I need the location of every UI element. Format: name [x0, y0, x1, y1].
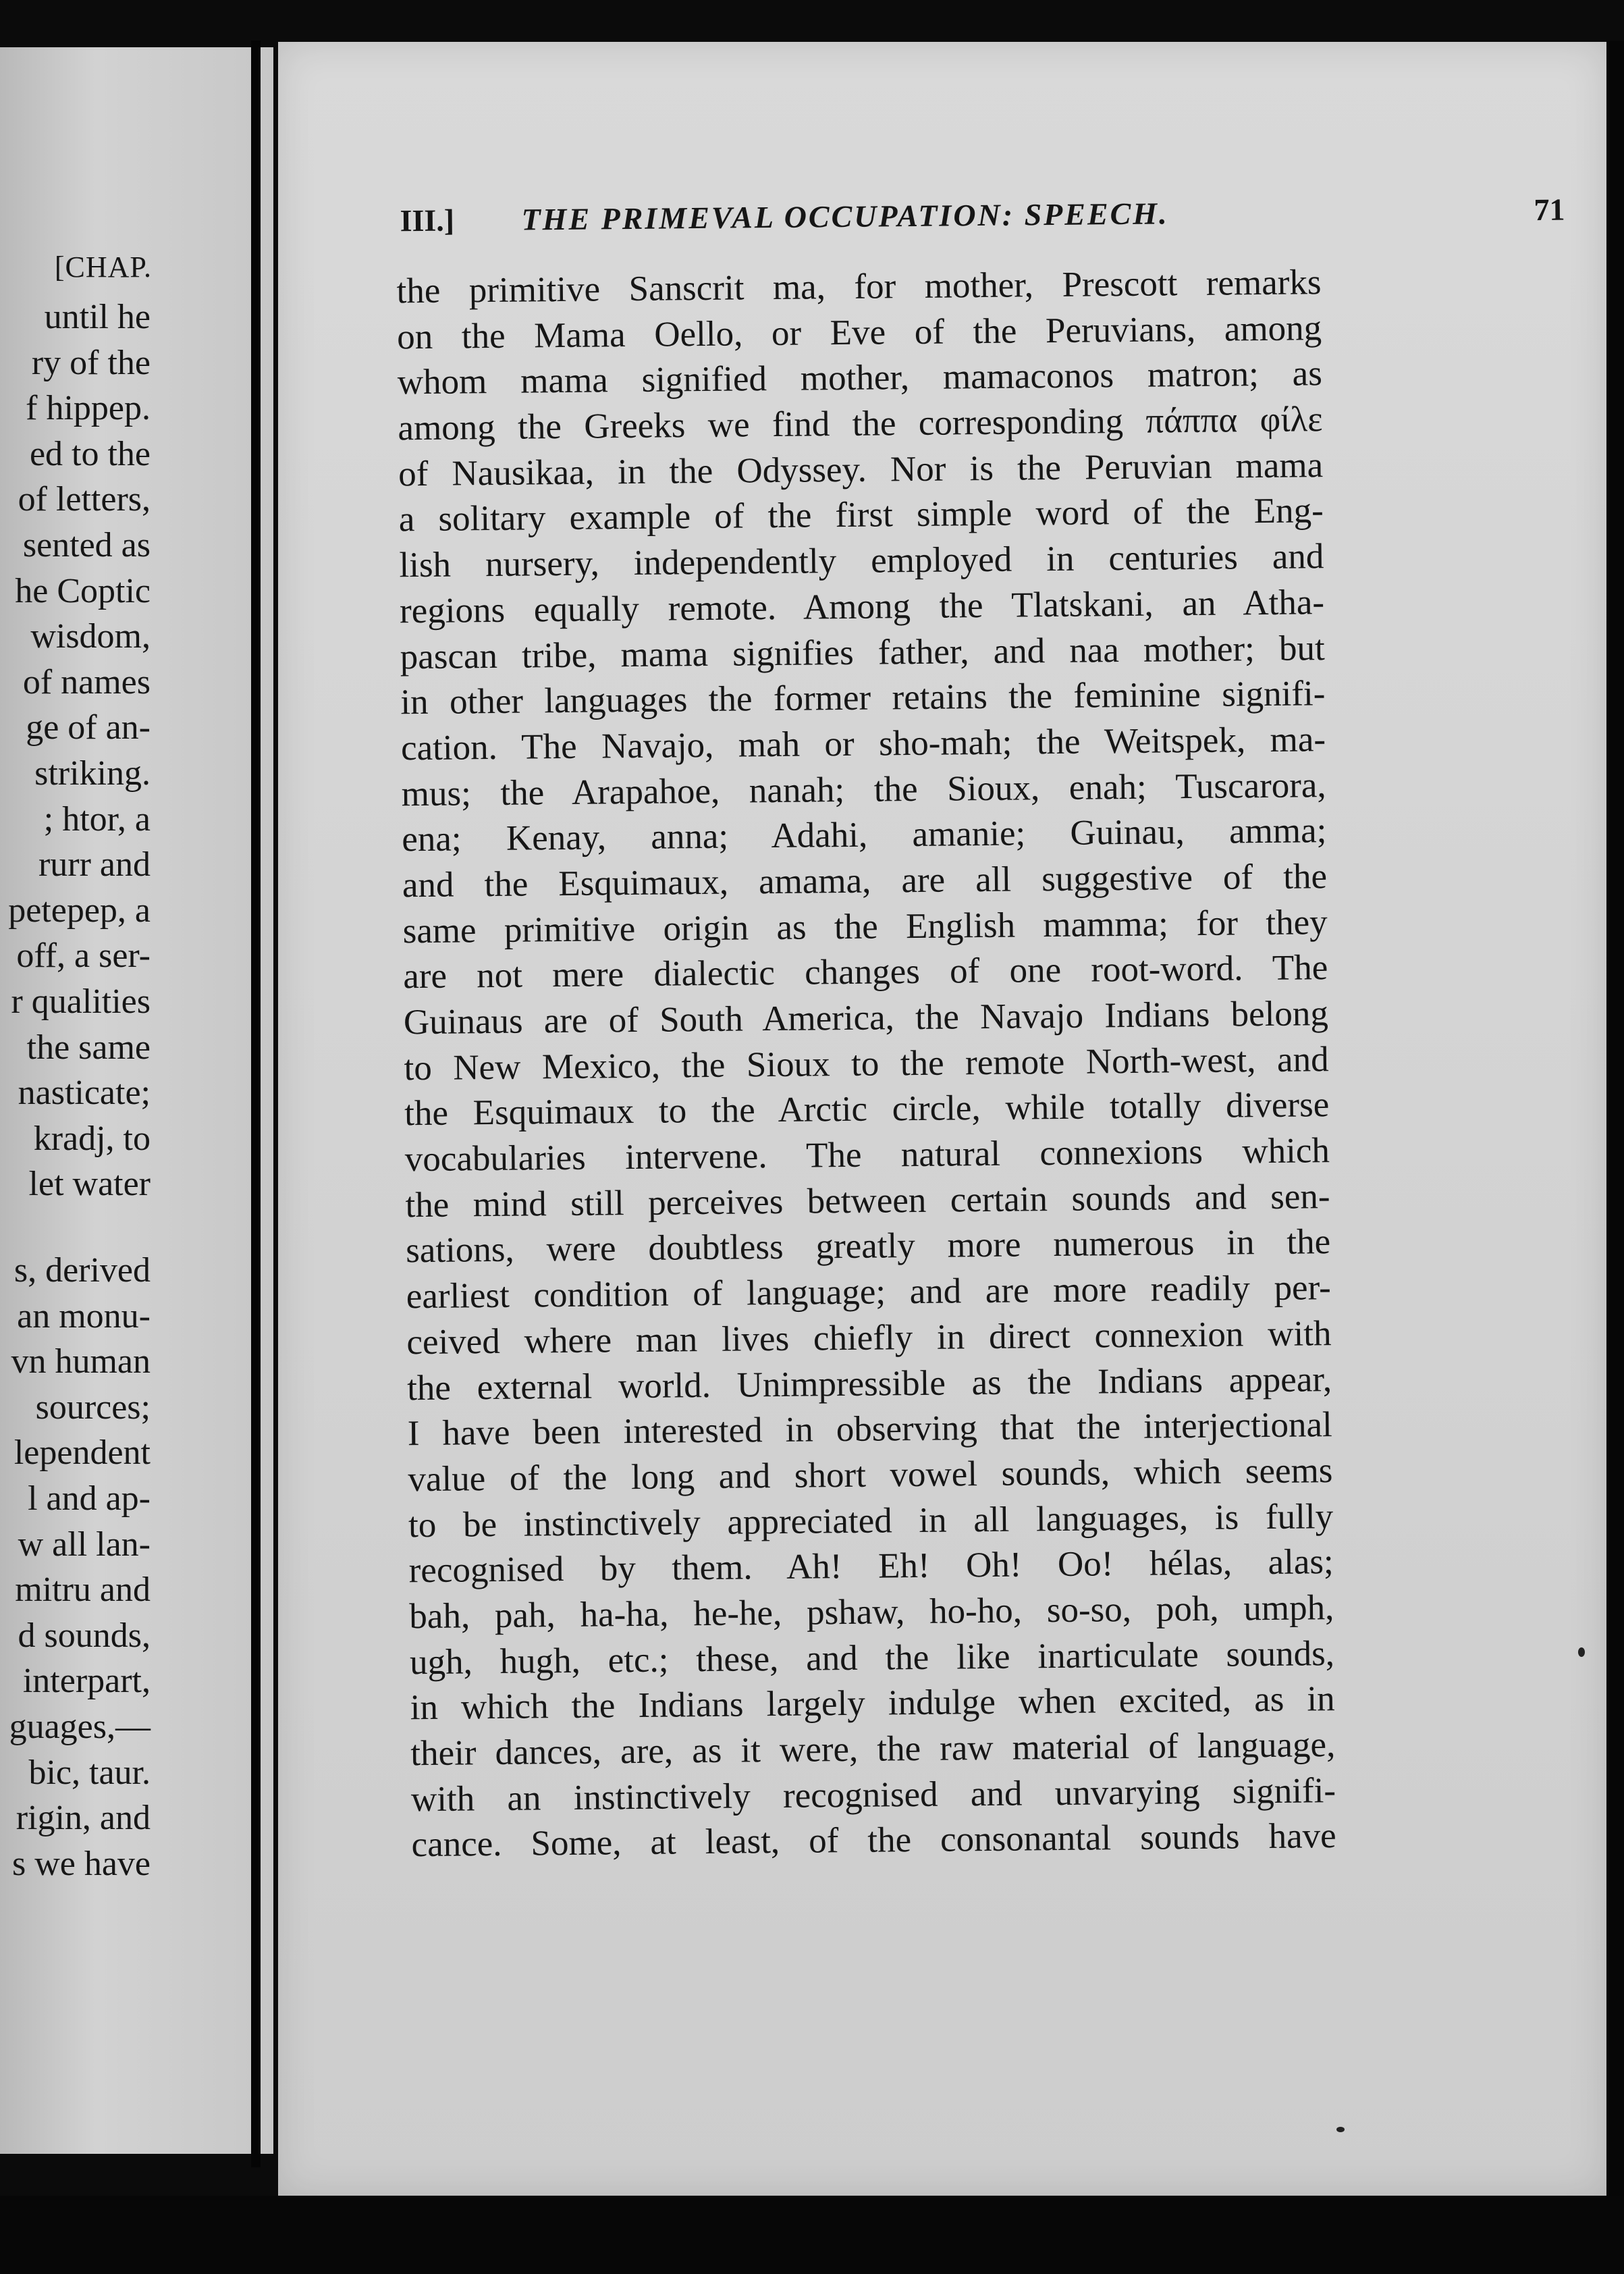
text-line: the mind still perceives between certain sounds and sen-	[405, 1176, 1330, 1225]
text-line: lish nursery, independently employed in centuries and	[399, 537, 1324, 585]
text-line: in other languages the former retains the feminine signifi-	[400, 674, 1326, 722]
text-line: to New Mexico, the Sioux to the remote North-west, and	[404, 1039, 1329, 1088]
left-page-line: of letters,	[18, 480, 151, 519]
left-page-line: let water	[28, 1165, 151, 1204]
left-page-line: an monu-	[17, 1296, 151, 1336]
text-line: pascan tribe, mama signifies father, and naa mother; but	[400, 628, 1325, 677]
left-page-line: nasticate;	[18, 1074, 151, 1113]
ink-speck	[1578, 1647, 1585, 1657]
left-page-line: r qualities	[11, 982, 151, 1021]
left-page-line: ed to the	[29, 434, 151, 473]
left-page-line: bic, taur.	[28, 1753, 151, 1792]
text-line: cance. Some, at least, of the consonantal sounds have	[411, 1816, 1336, 1865]
left-page-line: sources;	[35, 1387, 151, 1427]
left-page-line: vn human	[11, 1342, 151, 1381]
left-page-line: f hippep.	[26, 389, 151, 428]
left-page-line: lependent	[13, 1433, 151, 1473]
left-facing-page	[0, 47, 273, 2154]
text-line: with an instinctively recognised and unvarying signifi-	[410, 1770, 1336, 1819]
left-page-line: l and ap-	[28, 1479, 151, 1518]
text-line: cation. The Navajo, mah or sho-mah; the Weitspek, ma-	[400, 720, 1326, 768]
left-page-line: interpart,	[22, 1662, 151, 1701]
text-line: a solitary example of the first simple word of the Eng-	[398, 491, 1324, 539]
text-line: regions equally remote. Among the Tlatskani, an Atha-	[399, 582, 1325, 631]
left-page-line: the same	[26, 1028, 151, 1067]
text-line: ena; Kenay, anna; Adahi, amanie; Guinau, amma;	[402, 811, 1327, 860]
text-line: the Esquimaux to the Arctic circle, while totally diverse	[404, 1085, 1330, 1134]
left-page-line: striking.	[34, 754, 151, 793]
text-line: sations, were doubtless greatly more numerous in the	[405, 1222, 1331, 1271]
ink-speck	[1336, 2127, 1345, 2132]
text-line: ceived where man lives chiefly in direct connexion with	[406, 1313, 1332, 1363]
left-page-line: until he	[44, 298, 151, 336]
left-page-line: ry of the	[31, 343, 151, 382]
main-page	[278, 42, 1606, 2196]
running-title: THE PRIMEVAL OCCUPATION: SPEECH.	[521, 196, 1169, 237]
left-page-line: ge of an-	[26, 708, 151, 747]
left-page-line: of names	[22, 662, 151, 702]
left-page-line: s we have	[11, 1844, 151, 1883]
text-line: among the Greeks we find the corresponding πάππα φίλε	[398, 400, 1323, 448]
text-line: on the Mama Oello, or Eve of the Peruvians, among	[396, 308, 1322, 357]
text-line: the external world. Unimpressible as the Indians appear,	[406, 1359, 1332, 1408]
left-page-line: petepep, a	[8, 891, 151, 930]
text-line: whom mama signified mother, mamaconos matron; as	[397, 354, 1323, 402]
text-line: to be instinctively appreciated in all languages, is fully	[408, 1496, 1334, 1545]
text-line: ugh, hugh, etc.; these, and the like inarticulate sounds,	[409, 1633, 1335, 1682]
left-page-line: off, a ser-	[16, 936, 151, 976]
page-edge-bottom	[0, 2196, 1624, 2274]
text-line: their dances, are, as it were, the raw material of language,	[410, 1725, 1336, 1774]
left-page-line: sented as	[22, 526, 151, 564]
text-line: value of the long and short vowel sounds, which seems	[408, 1450, 1333, 1500]
text-line: mus; the Arapahoe, nanah; the Sioux, enah; Tuscarora,	[401, 765, 1326, 814]
text-line: recognised by them. Ah! Eh! Oh! Oo! hélas, alas;	[408, 1542, 1334, 1591]
left-page-line: w all lan-	[18, 1525, 151, 1564]
page-content	[278, 42, 1606, 2196]
text-line: and the Esquimaux, amama, are all suggestive of the	[402, 857, 1328, 905]
text-line: Guinaus are of South America, the Navajo Indians belong	[403, 994, 1329, 1042]
text-line: the primitive Sanscrit ma, for mother, Prescott remarks	[396, 263, 1322, 311]
text-line: are not mere dialectic changes of one root-word. The	[403, 948, 1328, 997]
text-line: earliest condition of language; and are more readily per-	[406, 1268, 1332, 1317]
running-head	[400, 191, 1602, 250]
left-page-line: kradj, to	[33, 1119, 151, 1158]
text-line: bah, pah, ha-ha, he-he, pshaw, ho-ho, so-so, poh, umph,	[409, 1588, 1334, 1637]
left-page-line: wisdom,	[30, 617, 151, 656]
left-page-line: rigin, and	[16, 1799, 151, 1838]
left-page-line: d sounds,	[18, 1616, 151, 1655]
text-line: vocabularies intervene. The natural connexions which	[404, 1131, 1330, 1180]
page-gutter	[251, 41, 261, 2167]
left-page-line: ; htor, a	[43, 799, 151, 839]
left-page-line: guages,—	[9, 1708, 151, 1746]
text-line: of Nausikaa, in the Odyssey. Nor is the Peruvian mama	[398, 445, 1324, 494]
left-page-line: he Coptic	[15, 571, 151, 610]
text-line: same primitive origin as the English mamma; for they	[402, 902, 1328, 951]
left-page-line: mitru and	[15, 1570, 151, 1610]
body-text	[396, 260, 1336, 1868]
text-line: I have been interested in observing that the interjectional	[407, 1405, 1333, 1454]
left-page-header: [CHAP.	[54, 250, 152, 284]
page-number: 71	[1534, 192, 1565, 228]
text-line: in which the Indians largely indulge when excited, as in	[410, 1679, 1335, 1728]
left-page-line: rurr and	[38, 845, 151, 884]
chapter-marker: III.]	[400, 203, 455, 238]
left-page-line: s, derived	[13, 1251, 151, 1290]
page-edge-right	[1606, 41, 1624, 2248]
